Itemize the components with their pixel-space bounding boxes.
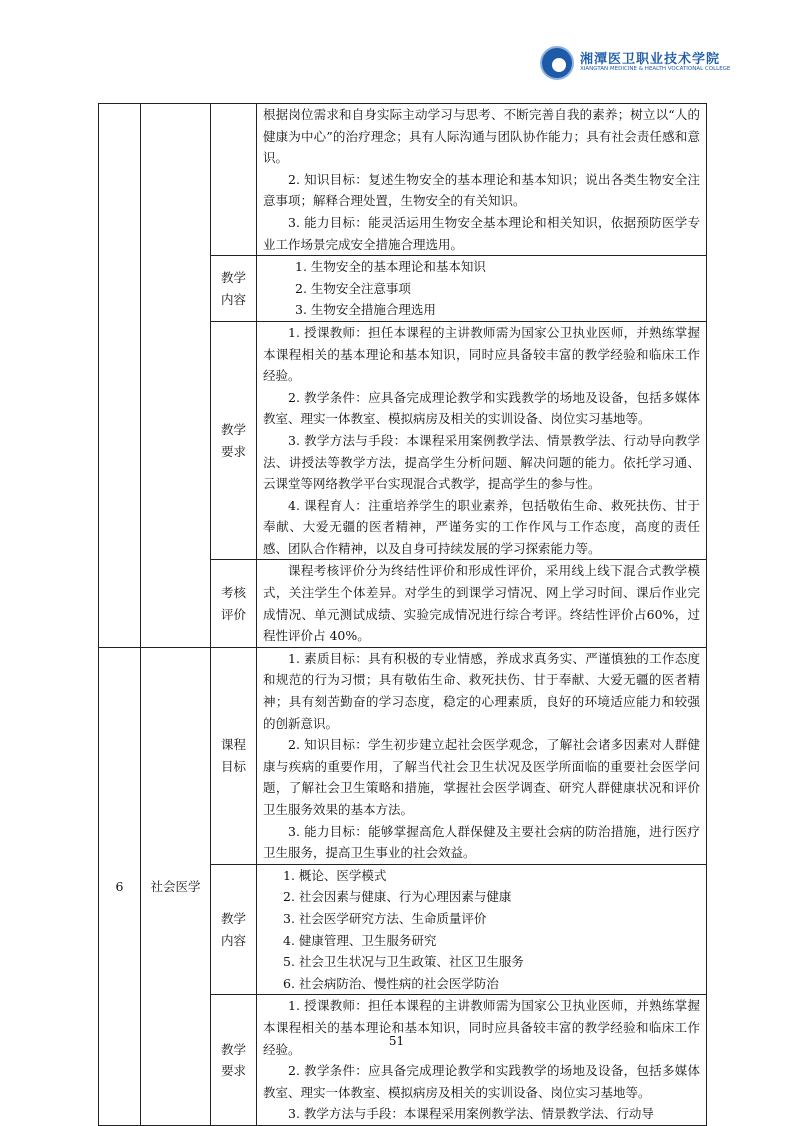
list-item: 6. 社会病防治、慢性病的社会医学防治 (283, 975, 499, 991)
row-label: 课程目标 (211, 647, 257, 864)
course5-eval-cell (257, 560, 707, 647)
course6-req-cell (257, 995, 707, 1126)
college-name-en: XIANGTAN MEDICINE & HEALTH VOCATIONAL COLLEGE (580, 66, 731, 72)
goal-paragraph: 2. 知识目标：复述生物安全的基本理论和基本知识；说出各类生物安全注意事项；解释合理处置，生物安全的有关知识。 (263, 171, 700, 209)
curriculum-table (98, 103, 707, 1126)
row-label: 教学内容 (211, 256, 257, 322)
course5-goals-cell (257, 104, 707, 256)
row-label: 教学内容 (211, 864, 257, 995)
college-emblem-icon (540, 46, 574, 80)
req-paragraph: 1. 授课教师：担任本课程的主讲教师需为国家公卫执业医师，并熟练掌握本课程相关的基本理论和基本知识，同时应具备较丰富的教学经验和临床工作经验。 (263, 324, 700, 384)
req-paragraph: 3. 教学方法与手段：本课程采用案例教学法、情景教学法、行动导向教学法、讲授法等教学方法，提高学生分析问题、解决问题的能力。依托学习通、云课堂等网络教学平台实现混合式教学，提高学生的参与性。 (263, 432, 700, 492)
eval-paragraph: 课程考核评价分为终结性评价和形成性评价，采用线上线下混合式教学模式，关注学生个体差异。对学生的到课学习情况、网上学习时间、课后作业完成情况、单元测试成绩、实验完成情况进行综合考评。终结性评价占60%，过程性评价占 40%。 (263, 563, 700, 644)
row-label: 教学要求 (211, 995, 257, 1126)
college-name-cn: 湘潭医卫职业技术学院 (580, 52, 721, 67)
req-paragraph: 4. 课程育人：注重培养学生的职业素养，包括敬佑生命、救死扶伤、甘于奉献、大爱无疆的医者精神，严谨务实的工作作风与工作态度，高度的责任感、团队合作精神，以及自身可持续发展的学习探索能力等。 (263, 497, 700, 556)
course-name: 社会医学 (141, 647, 211, 1125)
list-item: 2. 社会因素与健康、行为心理因素与健康 (283, 889, 512, 905)
list-item: 3. 生物安全措施合理选用 (295, 302, 436, 318)
goal-paragraph: 3. 能力目标：能够掌握高危人群保健及主要社会病的防治措施，进行医疗卫生服务，提高卫生事业的社会效益。 (263, 823, 700, 861)
list-item: 1. 生物安全的基本理论和基本知识 (295, 259, 486, 275)
course5-content-cell (257, 256, 707, 322)
req-paragraph: 3. 教学方法与手段：本课程采用案例教学法、情景教学法、行动导 (288, 1106, 654, 1122)
goal-paragraph: 根据岗位需求和自身实际主动学习与思考、不断完善自我的素养；树立以“人的健康为中心”的治疗理念；具有人际沟通与团队协作能力；具有社会责任感和意识。 (263, 107, 700, 166)
goal-paragraph: 3. 能力目标：能灵活运用生物安全基本理论和相关知识，依据预防医学专业工作场景完成安全措施合理选用。 (263, 214, 700, 252)
list-item: 3. 社会医学研究方法、生命质量评价 (283, 910, 487, 926)
list-item: 4. 健康管理、卫生服务研究 (283, 932, 437, 948)
list-item: 5. 社会卫生状况与卫生政策、社区卫生服务 (283, 954, 524, 970)
table-row-course6-goals (99, 647, 707, 864)
req-paragraph: 2. 教学条件：应具备完成理论教学和实践教学的场地及设备，包括多媒体教室、理实一体教室、模拟病房及相关的实训设备、岗位实习基地等。 (263, 389, 700, 427)
table-row-course5-goals (99, 104, 707, 256)
course-number: 6 (99, 647, 141, 1125)
row-label: 教学要求 (211, 321, 257, 560)
goal-paragraph: 1. 素质目标：具有积极的专业情感，养成求真务实、严谨慎独的工作态度和规范的行为习惯；具有敬佑生命、救死扶伤、甘于奉献、大爱无疆的医者精神；具有刻苦勤奋的学习态度，稳定的心理素质，良好的环境适应能力和较强的创新意识。 (263, 650, 700, 731)
list-item: 1. 概论、医学模式 (283, 867, 387, 883)
course5-req-cell (257, 321, 707, 560)
course5-name-cell (141, 104, 211, 648)
row-label: 考核评价 (211, 560, 257, 647)
course6-content-cell (257, 864, 707, 995)
course6-goals-cell (257, 647, 707, 864)
req-paragraph: 2. 教学条件：应具备完成理论教学和实践教学的场地及设备，包括多媒体教室、理实一体教室、模拟病房及相关的实训设备、岗位实习基地等。 (263, 1063, 700, 1100)
req-paragraph: 1. 授课教师：担任本课程的主讲教师需为国家公卫执业医师，并熟练掌握本课程相关的基本理论和基本知识，同时应具备较丰富的教学经验和临床工作经验。 (263, 998, 700, 1057)
college-logo (540, 44, 740, 84)
goal-paragraph: 2. 知识目标：学生初步建立起社会医学观念，了解社会诸多因素对人群健康与疾病的重要作用，了解当代社会卫生状况及医学所面临的重要社会医学问题，了解社会卫生策略和措施，掌握社会医学调查、研究人群健康状况和评价卫生服务效果的基本方法。 (263, 737, 700, 817)
course5-num-cell (99, 104, 141, 648)
course5-goal-label-cell (211, 104, 257, 256)
page-number: 51 (388, 1034, 405, 1048)
list-item: 2. 生物安全注意事项 (295, 280, 411, 296)
